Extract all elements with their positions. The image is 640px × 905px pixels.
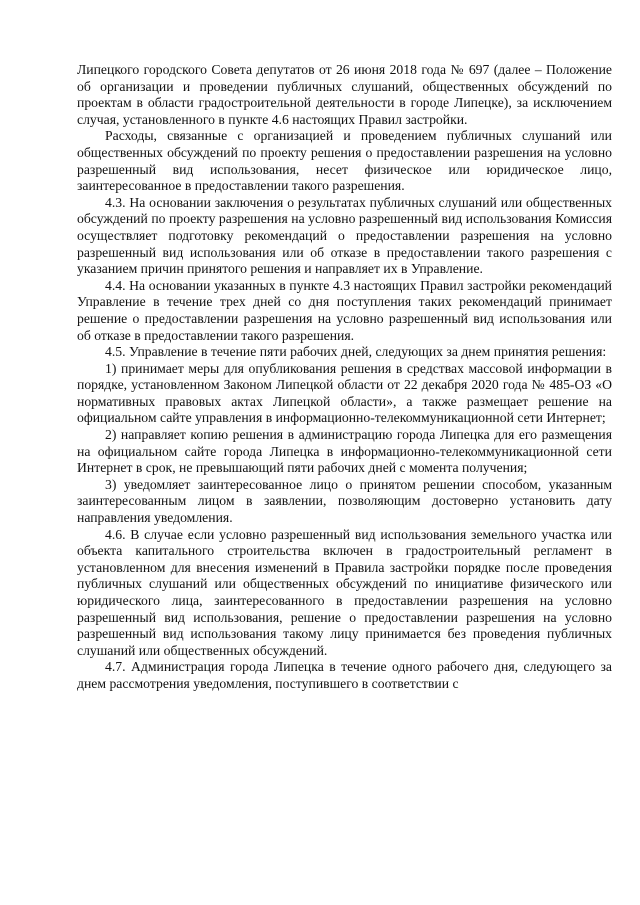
paragraph-4-3: 4.3. На основании заключения о результатах публичных слушаний или общественных обсуждений по проекту разрешения на условно разрешенный вид использования Комиссия осуществляет подготовку рекомендаций о предоставлении разрешения на условно разрешенный вид использования или об отказе в предоставлении такого разрешения с указанием причин принятого решения и направляет их в Управление. [77, 194, 612, 277]
paragraph-expenses: Расходы, связанные с организацией и проведением публичных слушаний или общественных обсуждений по проекту решения о предоставлении разрешения на условно разрешенный вид использования, несет физическое или юридическое лицо, заинтересованное в предоставлении такого разрешения. [77, 128, 612, 194]
list-item-2: 2) направляет копию решения в администрацию города Липецка для его размещения на официальном сайте города Липецка в информационно-телекоммуникационной сети Интернет в срок, не превышающий пяти рабочих дней с момента получения; [77, 427, 612, 476]
document-page [77, 62, 612, 693]
paragraph-4-4: 4.4. На основании указанных в пункте 4.3 настоящих Правил застройки рекомендаций Управление в течение трех дней со дня поступления таких рекомендаций принимает решение о предоставлении разрешения на условно разрешенный вид использования или об отказе в предоставлении такого разрешения. [77, 277, 612, 343]
paragraph-continuation: Липецкого городского Совета депутатов от 26 июня 2018 года № 697 (далее – Положение об организации и проведении публичных слушаний, общественных обсуждений по проектам в области градостроительной деятельности в городе Липецке), за исключением случая, установленного в пункте 4.6 настоящих Правил застройки. [77, 62, 612, 127]
paragraph-4-7: 4.7. Администрация города Липецка в течение одного рабочего дня, следующего за днем рассмотрения уведомления, поступившего в соответствии с [77, 659, 612, 691]
paragraph-4-6: 4.6. В случае если условно разрешенный вид использования земельного участка или объекта капитального строительства включен в градостроительный регламент в установленном для внесения изменений в Правила застройки порядке после проведения публичных слушаний или общественных обсуждений по инициативе физического или юридического лица, заинтересованного в предоставлении разрешения на условно разрешенный вид использования, решение о предоставлении разрешения на условно разрешенный вид использования такому лицу принимается без проведения публичных слушаний или общественных обсуждений. [77, 526, 612, 658]
paragraph-4-5: 4.5. Управление в течение пяти рабочих дней, следующих за днем принятия решения: [105, 344, 607, 360]
list-item-1: 1) принимает меры для опубликования решения в средствах массовой информации в порядке, установленном Законом Липецкой области от 22 декабря 2020 года № 485-ОЗ «О нормативных правовых актах Липецкой области», а также размещает решение на официальном сайте управления в информационно-телекоммуникационной сети Интернет; [77, 360, 612, 426]
list-item-3: 3) уведомляет заинтересованное лицо о принятом решении способом, указанным заинтересованным лицом в заявлении, позволяющим достоверно установить дату направления уведомления. [77, 476, 612, 526]
